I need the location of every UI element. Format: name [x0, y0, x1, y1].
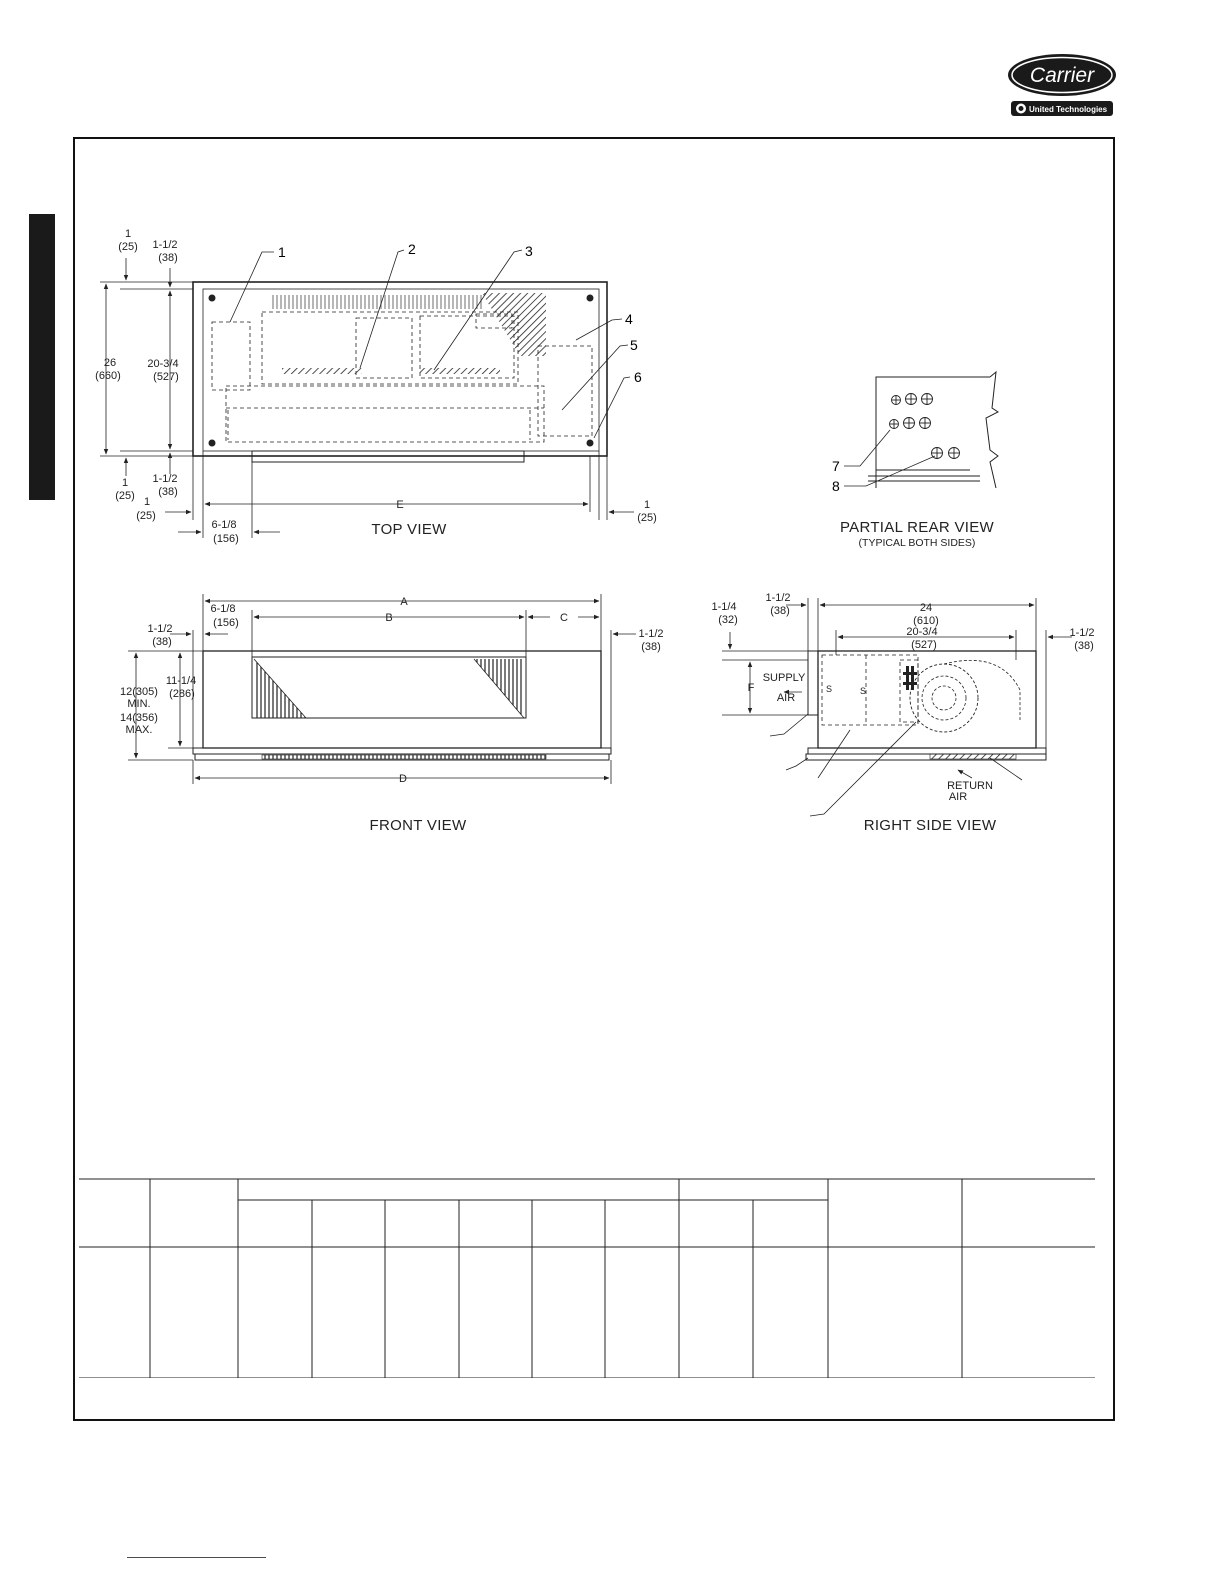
c-dim: C	[560, 612, 568, 624]
dimension-table	[79, 1178, 1095, 1378]
front-offset-dim: 6-1/8	[210, 603, 236, 615]
e-dim: E	[396, 499, 404, 511]
side-right-dim-mm: (38)	[1074, 640, 1094, 652]
front-left-dim: 1-1/2	[147, 623, 173, 635]
bot-dim-1-5-mm: (38)	[158, 486, 178, 498]
height-inner-dim-mm: (286)	[169, 688, 195, 700]
right-side-view-leaders	[770, 714, 1022, 816]
height-min-label: MIN.	[127, 698, 151, 710]
side-left-dim-mm: (38)	[770, 605, 790, 617]
side-width-dim-mm: (610)	[913, 615, 939, 627]
height-inner-dim: 11-1/4	[165, 675, 197, 687]
side-inner-dim-mm: (527)	[911, 639, 937, 651]
return-air-label: RETURN	[947, 780, 993, 792]
callout-1: 1	[278, 244, 286, 260]
bot-dim-1: 1	[121, 477, 129, 489]
depth-dim-mm: (660)	[95, 370, 121, 382]
bot-dim-1-5: 1-1/2	[152, 473, 178, 485]
front-offset-dim-mm: (156)	[213, 617, 239, 629]
offset-dim-mm: (156)	[213, 533, 239, 545]
height-min-dim: 12(305)	[120, 686, 158, 698]
callout-2: 2	[408, 241, 416, 257]
supply-air-label-2: AIR	[776, 692, 796, 704]
left-dim-1-mm: (25)	[136, 510, 156, 522]
svg-text:S: S	[826, 684, 833, 694]
f-dim: F	[747, 682, 755, 694]
callout-7: 7	[832, 458, 840, 474]
front-right-dim: 1-1/2	[638, 628, 664, 640]
right-dim-1-mm: (25)	[637, 512, 657, 524]
partial-rear-view	[868, 372, 998, 488]
logo-wordmark: Carrier	[1029, 64, 1095, 87]
logo-tagline: United Technologies	[1029, 105, 1108, 114]
callout-4: 4	[625, 311, 633, 327]
a-dim: A	[400, 596, 408, 608]
return-air-label-2: AIR	[948, 791, 968, 803]
supply-air-label: SUPPLY	[762, 672, 806, 684]
height-max-label: MAX.	[125, 724, 153, 736]
callout-3: 3	[525, 243, 533, 259]
right-side-view	[806, 651, 1046, 760]
svg-text:S: S	[860, 686, 867, 696]
footer-link-rule	[127, 1557, 266, 1558]
d-dim: D	[399, 773, 407, 785]
side-top-gap-dim-mm: (32)	[718, 614, 738, 626]
right-side-view-title: RIGHT SIDE VIEW	[863, 817, 997, 834]
top-view	[193, 282, 607, 462]
front-view-title: FRONT VIEW	[369, 817, 467, 834]
inner-dim: 20-3/4	[147, 358, 179, 370]
side-width-dim: 24	[919, 602, 933, 614]
callout-8: 8	[832, 478, 840, 494]
partial-rear-view-subtitle: (TYPICAL BOTH SIDES)	[858, 537, 976, 549]
side-right-dim: 1-1/2	[1069, 627, 1095, 639]
side-top-gap-dim: 1-1/4	[711, 601, 737, 613]
top-view-title: TOP VIEW	[371, 521, 447, 538]
b-dim: B	[385, 612, 393, 624]
partial-rear-view-title: PARTIAL REAR VIEW	[839, 519, 995, 536]
front-right-dim-mm: (38)	[641, 641, 661, 653]
top-dim-1: 1	[124, 228, 132, 240]
top-dim-1-5: 1-1/2	[152, 239, 178, 251]
callout-5: 5	[630, 337, 638, 353]
bot-dim-1-mm: (25)	[115, 490, 135, 502]
side-inner-dim: 20-3/4	[906, 626, 938, 638]
height-max-dim: 14(356)	[120, 712, 158, 724]
offset-dim: 6-1/8	[211, 519, 237, 531]
inner-dim-mm: (527)	[153, 371, 179, 383]
left-dim-1: 1	[143, 496, 151, 508]
side-left-dim: 1-1/2	[765, 592, 791, 604]
right-dim-1: 1	[643, 499, 651, 511]
depth-dim: 26	[103, 357, 117, 369]
front-view	[193, 651, 611, 760]
callout-6: 6	[634, 369, 642, 385]
front-left-dim-mm: (38)	[152, 636, 172, 648]
top-dim-1-5-mm: (38)	[158, 252, 178, 264]
top-dim-1-mm: (25)	[118, 241, 138, 253]
